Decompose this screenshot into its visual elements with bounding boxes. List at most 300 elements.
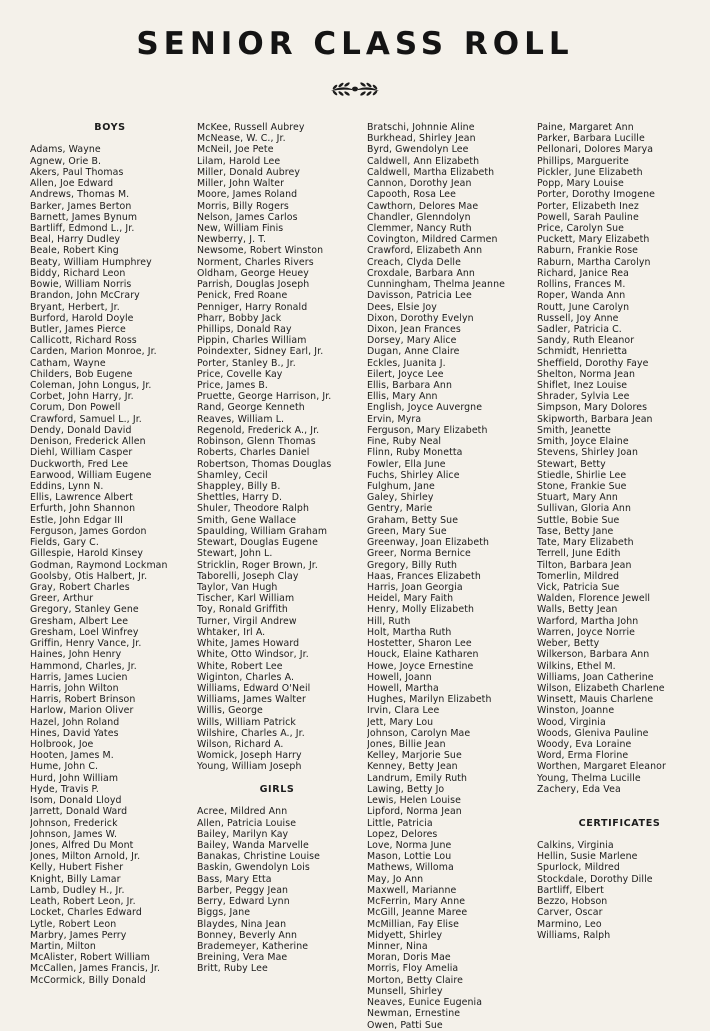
girl-name: Morton, Betty Claire	[367, 974, 463, 986]
girl-name: Fulghum, Jane	[367, 481, 435, 492]
boy-name: Spaulding, William Graham	[197, 525, 328, 537]
boy-name: Earwood, William Eugene	[30, 469, 152, 481]
boy-name: White, James Howard	[197, 638, 300, 650]
girl-name: Winsett, Mauis Charlene	[537, 694, 654, 706]
boy-name: Stricklin, Roger Brown, Jr.	[197, 559, 318, 571]
boy-name: Pippin, Charles William	[197, 335, 307, 347]
boy-name: Isom, Donald Lloyd	[30, 795, 122, 807]
girl-name: Zachery, Eda Vea	[537, 783, 621, 795]
girl-name: Britt, Ruby Lee	[197, 963, 268, 975]
boy-name: Martin, Milton	[30, 940, 96, 952]
boy-name: Hammond, Charles, Jr.	[30, 660, 137, 672]
boy-name: Miller, John Walter	[197, 178, 285, 190]
section-heading-girls: GIRLS	[259, 783, 295, 795]
boy-name: Stewart, Douglas Eugene	[197, 537, 318, 549]
boy-name: Allen, Joe Edward	[30, 178, 114, 190]
girl-name: Heidel, Mary Faith	[367, 593, 454, 605]
boy-name: Johnson, Frederick	[30, 817, 118, 829]
boy-name: Harris, Robert Brinson	[30, 694, 136, 706]
boy-name: Phillips, Donald Ray	[197, 323, 292, 335]
boy-name: Taylor, Van Hugh	[197, 581, 278, 593]
boy-name: Poindexter, Sidney Earl, Jr.	[197, 346, 324, 358]
girl-name: Little, Patricia	[367, 817, 433, 829]
boy-name: Gray, Robert Charles	[30, 581, 130, 593]
girl-name: Crawford, Elizabeth Ann	[367, 245, 483, 257]
boy-name: Hazel, John Roland	[30, 716, 120, 728]
girl-name: Howell, Martha	[367, 682, 439, 694]
girl-name: Owen, Patti Sue	[367, 1019, 443, 1031]
certificate-name: Calkins, Virginia	[537, 840, 614, 851]
boy-name: Burford, Harold Doyle	[30, 312, 134, 324]
certificate-name: Spurlock, Mildred	[537, 862, 620, 874]
boy-name: Holbrook, Joe	[30, 739, 94, 751]
boy-name: Nelson, James Carlos	[197, 211, 298, 223]
boy-name: Wiginton, Charles A.	[197, 671, 295, 683]
boy-name: Young, William Joseph	[197, 761, 302, 773]
boy-name: White, Robert Lee	[197, 660, 283, 672]
boy-name: Whtaker, Irl A.	[197, 626, 266, 638]
boy-name: Goolsby, Otis Halbert, Jr.	[30, 570, 148, 582]
girl-name: Brademeyer, Katherine	[197, 940, 309, 952]
boy-name: Coleman, John Longus, Jr.	[30, 380, 152, 392]
boy-name: Bowie, William Norris	[30, 279, 132, 291]
boy-name: Harris, John Wilton	[30, 682, 119, 694]
boy-name: Newberry, J. T.	[197, 234, 267, 246]
girl-name: Johnson, Carolyn Mae	[367, 727, 471, 739]
certificate-name: Marmino, Leo	[537, 918, 602, 930]
girl-name: Powell, Sarah Pauline	[537, 211, 639, 223]
boy-name: Marbry, James Perry	[30, 929, 127, 941]
girl-name: Woods, Gleniva Pauline	[537, 727, 649, 739]
boy-name: Estle, John Edgar III	[30, 514, 123, 526]
certificate-name: Bezzo, Hobson	[537, 896, 608, 908]
girl-name: Bailey, Marilyn Kay	[197, 828, 289, 840]
boy-name: Johnson, James W.	[30, 828, 118, 840]
girl-name: Tilton, Barbara Jean	[537, 559, 632, 571]
girl-name: Fuchs, Shirley Alice	[367, 469, 460, 481]
girl-name: Vick, Patricia Sue	[537, 581, 620, 593]
boy-name: Beaty, William Humphrey	[30, 256, 152, 268]
girl-name: Woody, Eva Loraine	[537, 739, 632, 751]
spacer	[30, 133, 190, 144]
girl-name: Gentry, Marie	[367, 503, 433, 515]
girl-name: Simpson, Mary Dolores	[537, 402, 648, 414]
boy-name: Barnett, James Bynum	[30, 211, 138, 223]
girl-name: Caldwell, Martha Elizabeth	[367, 166, 495, 178]
girl-name: Stuart, Mary Ann	[537, 492, 618, 504]
girl-name: Dixon, Dorothy Evelyn	[367, 312, 474, 324]
boy-name: Callicott, Richard Ross	[30, 335, 137, 347]
section-heading-certificates: CERTIFICATES	[578, 817, 661, 829]
girl-name: McMillian, Fay Elise	[367, 918, 459, 930]
girl-name: Caldwell, Ann Elizabeth	[367, 155, 480, 167]
girl-name: Barber, Peggy Jean	[197, 884, 289, 896]
girl-name: Bass, Mary Etta	[197, 873, 272, 885]
girl-name: Tate, Mary Elizabeth	[537, 537, 634, 549]
boy-name: Pruette, George Harrison, Jr.	[197, 391, 332, 403]
boy-name: Pharr, Bobby Jack	[197, 312, 282, 324]
boy-name: Turner, Virgil Andrew	[197, 615, 297, 627]
boy-name: Harris, James Lucien	[30, 671, 128, 683]
girl-name: Mason, Lottie Lou	[367, 851, 452, 863]
girl-name: Harris, Joan Georgia	[367, 581, 463, 593]
column-4	[537, 122, 702, 941]
girl-name: Phillips, Marguerite	[537, 155, 629, 167]
boy-name: Regenold, Frederick A., Jr.	[197, 424, 320, 436]
column-2	[197, 122, 357, 975]
boy-name: Gresham, Albert Lee	[30, 615, 129, 627]
column-3	[367, 122, 527, 1031]
girl-name: Croxdale, Barbara Ann	[367, 267, 475, 279]
girl-name: Walden, Florence Jewell	[537, 593, 651, 605]
girl-name: Clemmer, Nancy Ruth	[367, 222, 472, 234]
boy-name: Dendy, Donald David	[30, 424, 132, 436]
girl-name: Flinn, Ruby Monetta	[367, 447, 463, 459]
boy-name: Shettles, Harry D.	[197, 492, 283, 504]
girl-name: Hughes, Marilyn Elizabeth	[367, 694, 492, 706]
girl-name: Biggs, Jane	[197, 907, 251, 919]
girl-name: Haas, Frances Elizabeth	[367, 570, 481, 582]
girl-name: Greenway, Joan Elizabeth	[367, 537, 490, 549]
girl-name: Winston, Joanne	[537, 705, 615, 717]
spacer	[537, 829, 702, 840]
boy-name: Oldham, George Heuey	[197, 267, 309, 279]
boy-name: Hume, John C.	[30, 761, 99, 773]
section-heading-boys: BOYS	[94, 122, 126, 133]
certificate-name: Hellin, Susie Marlene	[537, 851, 638, 863]
girl-name: Hostetter, Sharon Lee	[367, 638, 472, 650]
girl-name: Ellis, Barbara Ann	[367, 380, 452, 392]
girl-name: Houck, Elaine Katharen	[367, 649, 479, 661]
girl-name: Cunningham, Thelma Jeanne	[367, 279, 505, 291]
girl-name: Porter, Elizabeth Inez	[537, 200, 639, 212]
boy-name: Barker, James Berton	[30, 200, 132, 212]
boy-name: Jones, Alfred Du Mont	[30, 840, 134, 851]
girl-name: Munsell, Shirley	[367, 985, 443, 997]
boy-name: McNease, W. C., Jr.	[197, 133, 286, 145]
boy-name: Stewart, John L.	[197, 548, 273, 560]
girl-name: Skipworth, Barbara Jean	[537, 413, 653, 425]
boy-name: Robinson, Glenn Thomas	[197, 436, 316, 448]
boy-name: Penick, Fred Roane	[197, 290, 288, 302]
girl-name: Green, Mary Sue	[367, 525, 447, 537]
girl-name: Roper, Wanda Ann	[537, 290, 626, 302]
girl-name: English, Joyce Auvergne	[367, 402, 483, 414]
girl-name: Kelley, Marjorie Sue	[367, 750, 462, 762]
boy-name: Leath, Robert Leon, Jr.	[30, 896, 136, 908]
boy-name: Catham, Wayne	[30, 357, 106, 369]
boy-name: Womick, Joseph Harry	[197, 750, 302, 762]
boy-name: Hooten, James M.	[30, 750, 114, 762]
girl-name: Byrd, Gwendolyn Lee	[367, 144, 469, 156]
girl-name: Routt, June Carolyn	[537, 301, 630, 313]
girl-name: McGill, Jeanne Maree	[367, 907, 468, 919]
boy-name: Miller, Donald Aubrey	[197, 166, 301, 178]
boy-name: Hyde, Travis P.	[30, 783, 99, 795]
boy-name: Shamley, Cecil	[197, 469, 268, 481]
spacer	[197, 795, 357, 806]
girl-name: Eilert, Joyce Lee	[367, 368, 444, 380]
spacer	[537, 795, 702, 806]
girl-name: Popp, Mary Louise	[537, 178, 624, 190]
girl-name: Moran, Doris Mae	[367, 952, 451, 964]
boy-name: Wilshire, Charles A., Jr.	[197, 727, 305, 739]
boys-list	[30, 144, 190, 985]
girl-name: Sandy, Ruth Eleanor	[537, 335, 635, 347]
girl-name: Smith, Joyce Elaine	[537, 436, 629, 448]
girl-name: Ervin, Myra	[367, 413, 422, 425]
girl-name: Wilkins, Ethel M.	[537, 660, 616, 672]
girl-name: Morris, Floy Amelia	[367, 963, 459, 975]
boy-name: Price, Covelle Kay	[197, 368, 283, 380]
girl-name: Sullivan, Gloria Ann	[537, 503, 631, 515]
boy-name: Butler, James Pierce	[30, 323, 126, 335]
boy-name: Kelly, Hubert Fisher	[30, 862, 124, 874]
girl-name: Warford, Martha John	[537, 615, 639, 627]
girl-name: Word, Erma Florine	[537, 750, 629, 762]
girl-name: Blaydes, Nina Jean	[197, 918, 287, 930]
girl-name: Shiflet, Inez Louise	[537, 380, 628, 392]
boy-name: Roberts, Charles Daniel	[197, 447, 310, 459]
boy-name: Carden, Marion Monroe, Jr.	[30, 346, 157, 358]
boy-name: Corbet, John Harry, Jr.	[30, 391, 134, 403]
girl-name: Holt, Martha Ruth	[367, 626, 452, 638]
girl-name: Fowler, Ella June	[367, 458, 446, 470]
girl-name: Galey, Shirley	[367, 492, 434, 504]
girl-name: Richard, Janice Rea	[537, 267, 630, 279]
boy-name: Haines, John Henry	[30, 649, 122, 661]
girl-name: Henry, Molly Elizabeth	[367, 604, 475, 616]
girl-name: Fine, Ruby Neal	[367, 436, 442, 448]
boy-name: New, William Finis	[197, 222, 284, 234]
boy-name: Bryant, Herbert, Jr.	[30, 301, 120, 313]
boy-name: Hurd, John William	[30, 772, 119, 784]
girl-name: Midyett, Shirley	[367, 929, 443, 941]
boy-name: Denison, Frederick Allen	[30, 436, 146, 448]
boy-name: Hines, David Yates	[30, 727, 119, 739]
girl-name: Lopez, Delores	[367, 828, 438, 840]
boy-name: Jones, Milton Arnold, Jr.	[30, 851, 141, 863]
girl-name: Lawing, Betty Jo	[367, 783, 445, 795]
girl-name: Hill, Ruth	[367, 615, 411, 627]
boy-name: Gresham, Loel Winfrey	[30, 626, 139, 638]
boy-name: Norment, Charles Rivers	[197, 256, 314, 268]
boy-name: Williams, Edward O'Neil	[197, 682, 311, 694]
boy-name: McNeil, Joe Pete	[197, 144, 274, 156]
boy-name: Lamb, Dudley H., Jr.	[30, 884, 125, 896]
girl-name: Paine, Margaret Ann	[537, 122, 634, 133]
boy-name: Locket, Charles Edward	[30, 907, 142, 919]
girl-name: Eckles, Juanita J.	[367, 357, 446, 369]
girl-name: Bratschi, Johnnie Aline	[367, 122, 475, 133]
girl-name: Tase, Betty Jane	[537, 525, 614, 537]
boy-name: Knight, Billy Lamar	[30, 873, 121, 885]
girl-name: Dugan, Anne Claire	[367, 346, 460, 358]
boy-name: White, Otto Windsor, Jr.	[197, 649, 309, 661]
girl-name: Neaves, Eunice Eugenia	[367, 997, 483, 1009]
boy-name: Crawford, Samuel L., Jr.	[30, 413, 142, 425]
girls-list-continued	[367, 122, 527, 1031]
boy-name: Williams, James Walter	[197, 694, 306, 706]
boy-name: Taborelli, Joseph Clay	[197, 570, 299, 582]
girls-list-continued	[537, 122, 702, 795]
girl-name: Dorsey, Mary Alice	[367, 335, 457, 347]
girl-name: Wilson, Elizabeth Charlene	[537, 682, 665, 694]
girl-name: Bonney, Beverly Ann	[197, 929, 298, 941]
boy-name: Smith, Gene Wallace	[197, 514, 297, 526]
girl-name: Acree, Mildred Ann	[197, 806, 288, 818]
girl-name: Bailey, Wanda Marvelle	[197, 840, 309, 851]
girl-name: Stone, Frankie Sue	[537, 481, 627, 492]
boy-name: Adams, Wayne	[30, 144, 101, 156]
boy-name: Akers, Paul Thomas	[30, 166, 124, 178]
boy-name: Greer, Arthur	[30, 593, 94, 605]
girl-name: Wilkerson, Barbara Ann	[537, 649, 650, 661]
girl-name: Banakas, Christine Louise	[197, 851, 321, 863]
boy-name: Ferguson, James Gordon	[30, 525, 147, 537]
boy-name: Beal, Harry Dudley	[30, 234, 121, 246]
girl-name: Cawthorn, Delores Mae	[367, 200, 479, 212]
girl-name: Russell, Joy Anne	[537, 312, 619, 324]
girl-name: Puckett, Mary Elizabeth	[537, 234, 650, 246]
girl-name: Covington, Mildred Carmen	[367, 234, 498, 246]
boy-name: Griffin, Henry Vance, Jr.	[30, 638, 142, 650]
girl-name: Raburn, Frankie Rose	[537, 245, 639, 257]
girl-name: Newman, Ernestine	[367, 1008, 461, 1020]
boy-name: Willis, George	[197, 705, 263, 717]
girl-name: Davisson, Patricia Lee	[367, 290, 472, 302]
boy-name: Shuler, Theodore Ralph	[197, 503, 310, 515]
girl-name: Sadler, Patricia C.	[537, 323, 622, 335]
certificate-name: Stockdale, Dorothy Dille	[537, 873, 653, 885]
girl-name: Chandler, Glenndolyn	[367, 211, 471, 223]
girl-name: Howe, Joyce Ernestine	[367, 660, 474, 672]
boy-name: Godman, Raymond Lockman	[30, 559, 168, 571]
girls-list	[197, 806, 357, 974]
boy-name: Robertson, Thomas Douglas	[197, 458, 332, 470]
girl-name: Terrell, June Edith	[537, 548, 621, 560]
girl-name: Berry, Edward Lynn	[197, 896, 290, 908]
boy-name: Porter, Stanley B., Jr.	[197, 357, 296, 369]
boy-name: Rand, George Kenneth	[197, 402, 305, 414]
boy-name: Jarrett, Donald Ward	[30, 806, 128, 818]
certificate-name: Carver, Oscar	[537, 907, 603, 919]
boy-name: Lilam, Harold Lee	[197, 155, 281, 167]
boy-name: Corum, Don Powell	[30, 402, 121, 414]
girl-name: Capooth, Rosa Lee	[367, 189, 457, 201]
girl-name: Walls, Betty Jean	[537, 604, 618, 616]
girl-name: Cannon, Dorothy Jean	[367, 178, 472, 190]
girl-name: Young, Thelma Lucille	[537, 772, 641, 784]
boy-name: Bartliff, Edmond L., Jr.	[30, 222, 135, 234]
boy-name: Lytle, Robert Leon	[30, 918, 117, 930]
girl-name: Parker, Barbara Lucille	[537, 133, 645, 145]
boy-name: Fields, Gary C.	[30, 537, 99, 549]
boy-name: Beale, Robert King	[30, 245, 119, 257]
boy-name: Morris, Billy Rogers	[197, 200, 289, 212]
certificate-name: Williams, Ralph	[537, 929, 611, 941]
girl-name: Dixon, Jean Frances	[367, 323, 461, 335]
girl-name: Raburn, Martha Carolyn	[537, 256, 651, 268]
boy-name: Reaves, William L.	[197, 413, 285, 425]
spacer	[197, 773, 357, 784]
girl-name: Stevens, Shirley Joan	[537, 447, 639, 459]
boy-name: Shappley, Billy B.	[197, 481, 281, 492]
boy-name: Moore, James Roland	[197, 189, 298, 201]
girl-name: Love, Norma June	[367, 840, 452, 851]
girl-name: Price, Carolyn Sue	[537, 222, 625, 234]
boy-name: Duckworth, Fred Lee	[30, 458, 129, 470]
girl-name: Stiedle, Shirlie Lee	[537, 469, 627, 481]
girl-name: Howell, Joann	[367, 671, 432, 683]
boy-name: McCallen, James Francis, Jr.	[30, 963, 161, 975]
boy-name: Harlow, Marion Oliver	[30, 705, 134, 717]
boy-name: Brandon, John McCrary	[30, 290, 140, 302]
girl-name: Jett, Mary Lou	[367, 716, 434, 728]
boy-name: Wilson, Richard A.	[197, 739, 284, 751]
boy-name: Erfurth, John Shannon	[30, 503, 136, 515]
girl-name: Graham, Betty Sue	[367, 514, 459, 526]
girl-name: Ellis, Mary Ann	[367, 391, 438, 403]
boy-name: Parrish, Douglas Joseph	[197, 279, 310, 291]
girl-name: Williams, Joan Catherine	[537, 671, 654, 683]
girl-name: Allen, Patricia Louise	[197, 817, 297, 829]
girl-name: Pellonari, Dolores Marya	[537, 144, 654, 156]
boy-name: McCormick, Billy Donald	[30, 974, 146, 986]
girl-name: McFerrin, Mary Anne	[367, 896, 466, 908]
boy-name: Biddy, Richard Leon	[30, 267, 126, 279]
boy-name: Wills, William Patrick	[197, 716, 296, 728]
girl-name: Smith, Jeanette	[537, 424, 611, 436]
girl-name: Porter, Dorothy Imogene	[537, 189, 656, 201]
girl-name: Wood, Virginia	[537, 716, 606, 728]
girl-name: Jones, Billie Jean	[367, 739, 446, 751]
boy-name: Toy, Ronald Griffith	[197, 604, 288, 616]
girl-name: Kenney, Betty Jean	[367, 761, 458, 773]
boy-name: Gillespie, Harold Kinsey	[30, 548, 144, 560]
boy-name: Price, James B.	[197, 380, 269, 392]
girl-name: Dees, Elsie Joy	[367, 301, 437, 313]
girl-name: Tomerlin, Mildred	[537, 570, 620, 582]
laurel-ornament-icon	[325, 76, 385, 102]
girl-name: Warren, Joyce Norrie	[537, 626, 636, 638]
girl-name: Worthen, Margaret Eleanor	[537, 761, 666, 773]
girl-name: Landrum, Emily Ruth	[367, 772, 468, 784]
girl-name: Irvin, Clara Lee	[367, 705, 440, 717]
certificate-name: Bartliff, Elbert	[537, 884, 604, 896]
boy-name: Childers, Bob Eugene	[30, 368, 133, 380]
girl-name: Greer, Norma Bernice	[367, 548, 471, 560]
boy-name: Newsome, Robert Winston	[197, 245, 324, 257]
girl-name: Lipford, Norma Jean	[367, 806, 462, 818]
certificates-list	[537, 840, 702, 941]
boy-name: McAlister, Robert William	[30, 952, 150, 964]
column-1	[30, 122, 190, 986]
girl-name: May, Jo Ann	[367, 873, 424, 885]
girl-name: Mathews, Willoma	[367, 862, 454, 874]
girl-name: Shelton, Norma Jean	[537, 368, 635, 380]
girl-name: Minner, Nina	[367, 940, 428, 952]
boy-name: Andrews, Thomas M.	[30, 189, 130, 201]
boy-name: Ellis, Lawrence Albert	[30, 492, 133, 504]
girl-name: Pickler, June Elizabeth	[537, 166, 643, 178]
boy-name: Diehl, William Casper	[30, 447, 133, 459]
boy-name: Gregory, Stanley Gene	[30, 604, 139, 616]
girl-name: Weber, Betty	[537, 638, 600, 650]
girl-name: Burkhead, Shirley Jean	[367, 133, 476, 145]
boy-name: Penniger, Harry Ronald	[197, 301, 308, 313]
girl-name: Schmidt, Henrietta	[537, 346, 628, 358]
